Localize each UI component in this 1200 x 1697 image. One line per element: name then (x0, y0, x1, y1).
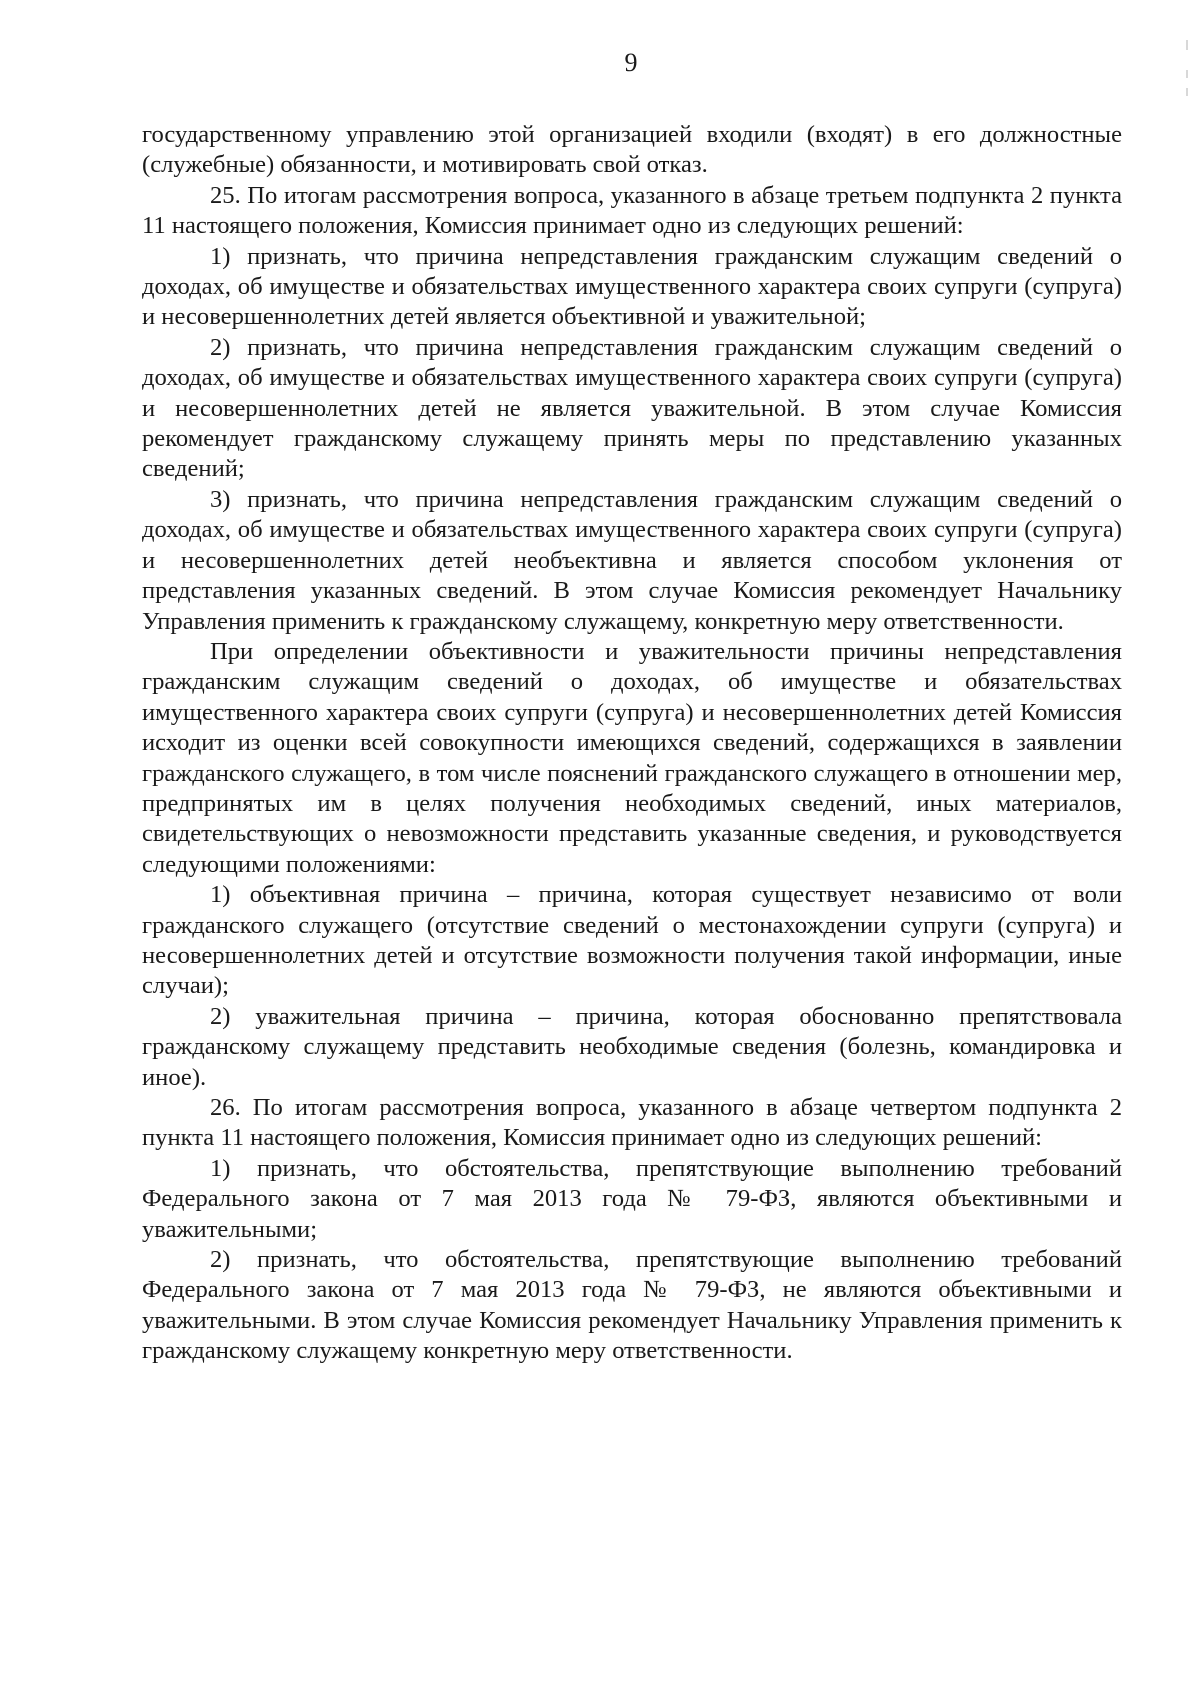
paragraph-determination-criteria: При определении объективности и уважительности причины непредставления гражданским служащим сведений о доходах, об имуществе и обязательствах имущественного характера своих супруги (супруга) и несовершеннолетних детей Комиссия исходит из оценки всей совокупности имеющихся сведений, содержащихся в заявлении гражданского служащего, в том числе пояснений гражданского служащего в отношении мер, предпринятых им в целях получения необходимых сведений, иных материалов, свидетельствующих о невозможности представить указанные сведения, и руководствуется следующими положениями: (142, 637, 1122, 878)
paragraph-25-decision-1: 1) признать, что причина непредставления гражданским служащим сведений о доходах, об имуществе и обязательствах имущественного характера своих супруги (супруга) и несовершеннолетних детей является объективной и уважительной; (142, 242, 1122, 331)
paragraph-25-decision-2: 2) признать, что причина непредставления гражданским служащим сведений о доходах, об имуществе и обязательствах имущественного характера своих супруги (супруга) и несовершеннолетних детей не является уважительной. В этом случае Комиссия рекомендует гражданскому служащему принять меры по представлению указанных сведений; (142, 333, 1122, 483)
paragraph-item-26: 26. По итогам рассмотрения вопроса, указанного в абзаце четвертом подпункта 2 пункта 11 настоящего положения, Комиссия принимает одно из следующих решений: (142, 1094, 1122, 1152)
paragraph-25-decision-3: 3) признать, что причина непредставления гражданским служащим сведений о доходах, об имуществе и обязательствах имущественного характера своих супруги (супруга) и несовершеннолетних детей необъективна и является способом уклонения от представления указанных сведений. В этом случае Комиссия рекомендует Начальнику Управления применить к гражданскому служащему, конкретную меру ответственности. (142, 485, 1122, 635)
scan-edge-mark (1186, 40, 1188, 50)
page-number: 9 (624, 48, 638, 77)
document-body (142, 120, 1122, 1367)
paragraph-26-decision-2: 2) признать, что обстоятельства, препятствующие выполнению требований Федерального закона от 7 мая 2013 года № 79-ФЗ, не являются объективными и уважительными. В этом случае Комиссия рекомендует Начальнику Управления применить к гражданскому служащему конкретную меру ответственности. (142, 1246, 1122, 1365)
scan-edge-mark (1186, 70, 1188, 78)
paragraph-continuation: государственному управлению этой организацией входили (входят) в его должностные (служебные) обязанности, и мотивировать свой отказ. (142, 121, 1122, 179)
paragraph-objective-reason: 1) объективная причина – причина, которая существует независимо от воли гражданского служащего (отсутствие сведений о местонахождении супруги (супруга) и несовершеннолетних детей и отсутствие возможности получения такой информации, иные случаи); (142, 881, 1122, 1000)
paragraph-26-decision-1: 1) признать, что обстоятельства, препятствующие выполнению требований Федерального закона от 7 мая 2013 года № 79-ФЗ, являются объективными и уважительными; (142, 1154, 1122, 1243)
paragraph-valid-reason: 2) уважительная причина – причина, которая обоснованно препятствовала гражданскому служащему представить необходимые сведения (болезнь, командировка и иное). (142, 1002, 1122, 1091)
paragraph-item-25: 25. По итогам рассмотрения вопроса, указанного в абзаце третьем подпункта 2 пункта 11 настоящего положения, Комиссия принимает одно из следующих решений: (142, 181, 1122, 240)
scan-edge-mark (1186, 88, 1188, 96)
